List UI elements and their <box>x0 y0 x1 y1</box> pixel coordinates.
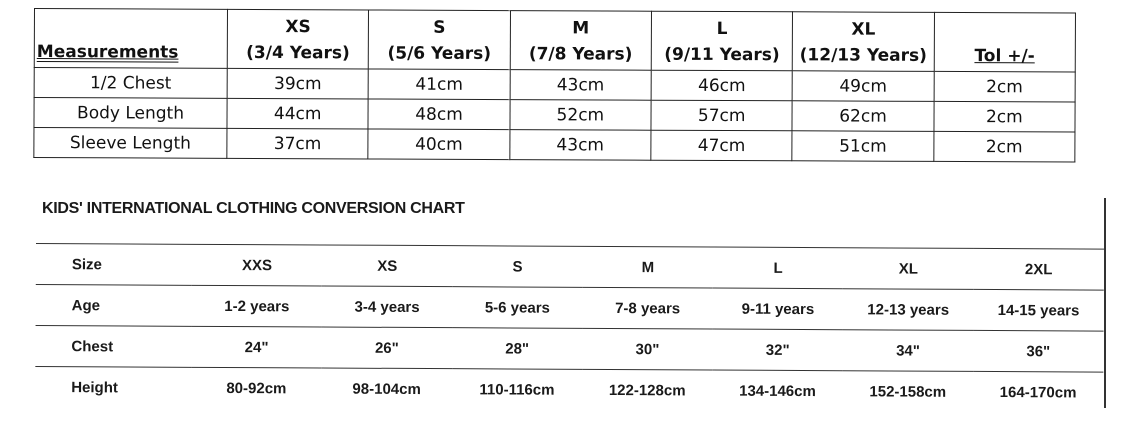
table-cell: 41cm <box>368 69 509 100</box>
size-age: (7/8 Years) <box>528 44 633 65</box>
table-cell: 44cm <box>227 98 368 129</box>
measurements-header-label: Measurements <box>34 9 227 69</box>
tolerance-cell: 2cm <box>934 71 1075 102</box>
table-cell: 3-4 years <box>322 286 452 328</box>
measurements-table <box>33 8 1076 163</box>
table-cell: 14-15 years <box>973 289 1104 331</box>
tolerance-cell: 2cm <box>934 101 1075 132</box>
table-cell: 46cm <box>651 70 792 101</box>
tolerance-cell: 2cm <box>933 131 1074 162</box>
row-label: Sleeve Length <box>34 128 227 159</box>
table-cell: XXS <box>192 244 322 286</box>
table-cell: 43cm <box>509 130 650 161</box>
size-col-s <box>369 10 511 70</box>
divider <box>1104 198 1106 408</box>
table-cell: 39cm <box>227 68 368 99</box>
size-col-l <box>651 11 793 71</box>
table-row <box>34 98 1075 133</box>
table-cell: 12-13 years <box>843 289 973 331</box>
table-cell: 9-11 years <box>713 288 843 330</box>
table-cell: 26" <box>322 327 452 369</box>
table-cell: 48cm <box>368 99 509 130</box>
conversion-chart-title: KIDS' INTERNATIONAL CLOTHING CONVERSION CHART <box>42 200 465 217</box>
row-label: Age <box>36 284 192 326</box>
size-age: (5/6 Years) <box>387 43 492 64</box>
row-label: Size <box>36 244 192 286</box>
table-cell: 51cm <box>792 131 933 162</box>
conversion-table <box>35 243 1104 413</box>
row-label: Height <box>35 366 191 407</box>
table-row <box>35 325 1103 372</box>
measurements-header-row <box>34 9 1075 73</box>
table-cell: 1-2 years <box>192 285 322 327</box>
table-cell: S <box>452 246 582 288</box>
table-cell: XS <box>322 245 452 287</box>
table-cell: M <box>583 246 713 288</box>
table-row <box>35 366 1103 412</box>
table-cell: 28" <box>452 328 582 370</box>
table-cell: 40cm <box>368 129 509 160</box>
size-code: XS <box>285 17 311 38</box>
table-cell: 30" <box>582 328 712 370</box>
size-code: L <box>716 18 728 40</box>
table-row <box>34 128 1075 163</box>
table-cell: 7-8 years <box>582 287 712 329</box>
table-cell: 57cm <box>651 100 792 131</box>
table-cell: 62cm <box>792 101 933 132</box>
size-code: S <box>433 17 446 38</box>
tolerance-header: Tol +/- <box>934 12 1076 72</box>
table-cell: 36" <box>973 330 1104 372</box>
table-row <box>36 244 1104 291</box>
table-cell: 164-170cm <box>973 371 1104 412</box>
table-cell: 49cm <box>792 71 933 102</box>
table-cell: 152-158cm <box>843 371 973 412</box>
table-cell: 2XL <box>973 248 1104 290</box>
table-row <box>36 284 1104 331</box>
size-age: (3/4 Years) <box>246 42 350 64</box>
table-cell: L <box>713 247 843 289</box>
table-cell: 32" <box>712 329 842 371</box>
table-cell: 52cm <box>510 100 651 131</box>
table-cell: 34" <box>843 330 973 372</box>
table-cell: 80-92cm <box>191 367 321 408</box>
table-cell: XL <box>843 248 973 290</box>
table-cell: 24" <box>191 326 321 368</box>
size-col-xl <box>793 12 935 72</box>
table-cell: 134-146cm <box>712 370 842 411</box>
row-label: 1/2 Chest <box>34 68 227 99</box>
table-cell: 43cm <box>510 70 651 101</box>
table-cell: 122-128cm <box>582 369 712 410</box>
row-label: Body Length <box>34 98 227 129</box>
table-cell: 110-116cm <box>452 369 582 410</box>
size-age: (12/13 Years) <box>799 45 927 66</box>
size-code: M <box>572 18 590 39</box>
size-code: XL <box>851 19 876 40</box>
table-cell: 5-6 years <box>452 287 582 329</box>
table-cell: 37cm <box>227 128 368 159</box>
table-cell: 98-104cm <box>321 368 451 409</box>
row-label: Chest <box>35 325 191 367</box>
size-col-xs <box>227 9 369 69</box>
table-row <box>34 68 1075 103</box>
table-cell: 47cm <box>651 130 792 161</box>
size-age: (9/11 Years) <box>664 44 780 66</box>
size-col-m <box>510 11 652 71</box>
